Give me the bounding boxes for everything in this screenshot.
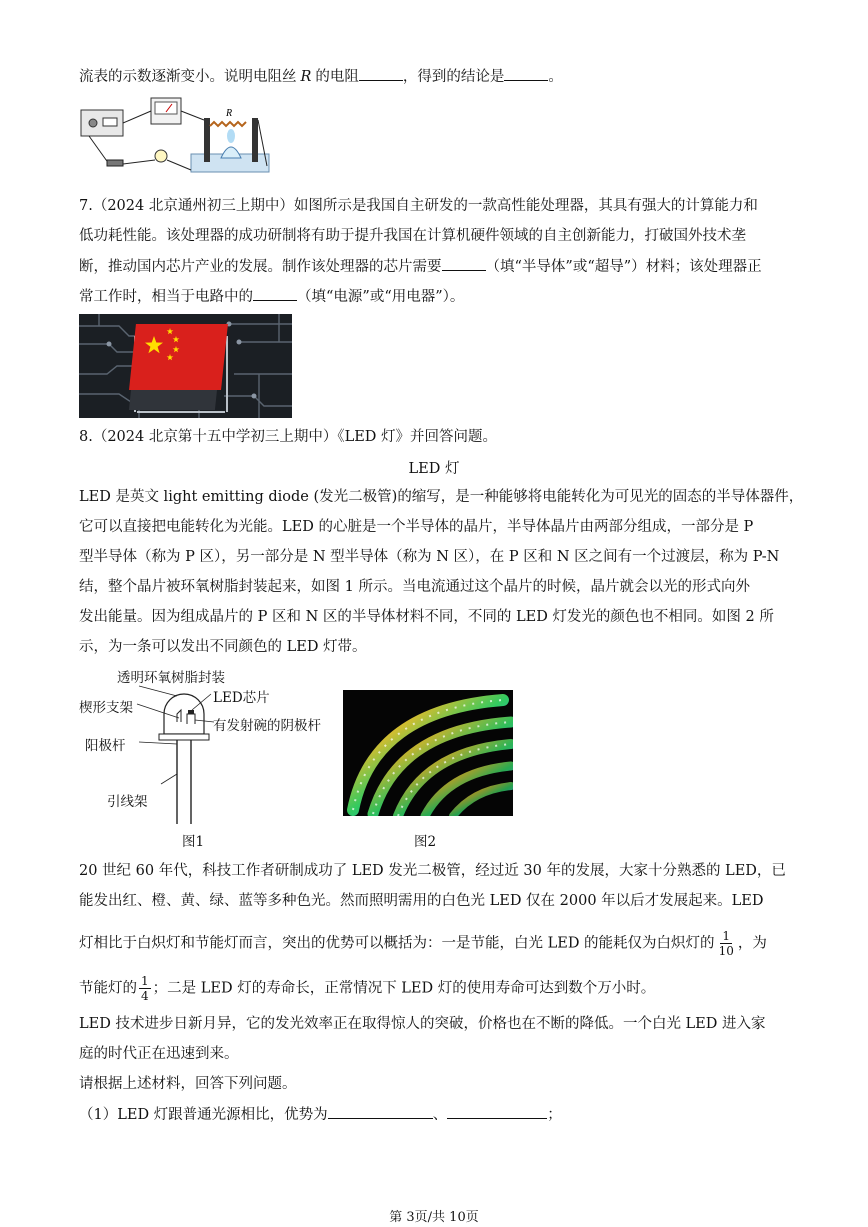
answer-blank-5[interactable] [328,1104,433,1119]
p1-line-3: 型半导体（称为 P 区），另一部分是 N 型半导体（称为 N 区），在 P 区和 N 区之间有一个过渡层，称为 P-N [79,549,780,565]
label-lead-frame: 引线架 [107,794,148,810]
p1-line-1: LED 是英文 light emitting diode (发光二极管)的缩写，是一种能够将电能转化为可见光的固态的半导体器件， [79,489,804,505]
sub-question-1-sep: 、 [432,1107,448,1123]
p2-line-4 [79,974,655,1003]
label-anode: 阳极杆 [85,738,126,754]
p1-line-2: 它可以直接把电能转化为光能。LED 的心脏是一个半导体的晶片，半导体晶片由两部分组成，一部分是 P [79,519,754,535]
q7-line-3-b: （填“半导体”或“超导”）材料；该处理器正 [485,259,762,275]
answer-blank-2[interactable] [504,66,548,81]
article-title: LED 灯 [408,461,460,477]
figure-1-caption: 图1 [182,834,205,850]
q7-line-4 [79,286,464,307]
p2-line-4-b: ；二是 LED 灯的寿命长，正常情况下 LED 灯的使用寿命可达到数个万小时。 [152,980,656,997]
led-chip [188,710,194,714]
q7-line-3-a: 断，推动国内芯片产业的发展。制作该处理器的芯片需要 [79,259,442,275]
epoxy-dome [164,694,204,734]
page-footer: 第 3页/共 10页 [389,1210,479,1225]
p1-line-4: 结，整个晶片被环氧树脂封装起来，如图 1 所示。当电流通过这个晶片的时候，晶片就会以光的形式向外 [79,579,750,595]
p3-line-1: LED 技术进步日新月异，它的发光效率正在取得惊人的突破，价格也在不断的降低。一个白光 LED 进入家 [79,1016,766,1032]
label-bracket: 楔形支架 [79,700,133,716]
q6-text-d: 。 [548,69,563,85]
sub-question-1 [79,1104,562,1125]
label-epoxy: 透明环氧树脂封装 [117,670,225,686]
p2-line-3-a: 灯相比于白炽灯和节能灯而言，突出的优势可以概括为：一是节能，白光 LED 的能耗仅为白炽灯的 [79,935,715,952]
chip-flag-red [129,324,228,390]
fraction-one-quarter: $\frac{1}{4}$ [141,974,149,1003]
resistance-wire [210,122,246,126]
answer-blank-3[interactable] [442,256,486,271]
label-cathode: 有发射碗的阴极杆 [213,718,321,734]
resistor-symbol-text: R [300,69,312,85]
p3-line-2: 庭的时代正在迅速到来。 [79,1046,239,1062]
q7-line-4-a: 常工作时，相当于电路中的 [79,289,253,305]
q8-header: 8.（2024 北京第十五中学初三上期中）《LED 灯》并回答问题。 [79,429,498,445]
p2-line-3 [79,929,767,958]
figure-2-led-strip-photo [343,690,513,816]
left-electrode [204,118,210,162]
switch [107,160,123,166]
q6-text-b: 的电阻 [315,69,359,85]
figure-2-caption: 图2 [414,834,437,850]
answer-blank-6[interactable] [447,1104,547,1119]
p2-line-3-b: ，为 [737,935,767,952]
answer-blank-4[interactable] [253,286,297,301]
bulb [155,150,167,162]
q7-line-1: 7.（2024 北京通州初三上期中）如图所示是我国自主研发的一款高性能处理器，其具有强大的计算能力和 [79,198,758,214]
circuit-diagram [79,96,274,176]
figure-1-led-structure [79,664,339,854]
answer-blank-1[interactable] [359,66,403,81]
right-electrode [252,118,258,162]
p2-line-1: 20 世纪 60 年代，科技工作者研制成功了 LED 发光二极管，经过近 30 年的发展，大家十分熟悉的 LED，已 [79,863,786,879]
alcohol-lamp [221,147,241,158]
resistor-label: R [226,108,233,119]
q6-text-c: ，得到的结论是 [402,69,505,85]
label-led-chip: LED芯片 [213,690,270,706]
p1-line-6: 示，为一条可以发出不同颜色的 LED 灯带。 [79,639,367,655]
p2-line-4-a: 节能灯的 [79,980,137,997]
q6-line [79,66,563,87]
sub-question-1-end: ； [547,1107,562,1123]
p1-line-5: 发出能量。因为组成晶片的 P 区和 N 区的半导体材料不同，不同的 LED 灯发光的颜色也不相同。如图 2 所 [79,609,774,625]
q6-text-a: 流表的示数逐渐变小。说明电阻丝 [79,69,297,85]
q7-line-2: 低功耗性能。该处理器的成功研制将有助于提升我国在计算机硬件领域的自主创新能力，打破国外技术垄 [79,228,746,244]
fraction-one-tenth: $\frac{1}{10}$ [718,929,734,958]
question-prompt: 请根据上述材料，回答下列问题。 [79,1076,297,1092]
sub-question-1-text: （1）LED 灯跟普通光源相比，优势为 [79,1107,328,1123]
p2-line-2: 能发出红、橙、黄、绿、蓝等多种色光。然而照明需用的白色光 LED 仅在 2000 年以后才发展起来。LED [79,893,764,909]
chip-photo [79,314,292,418]
q7-line-4-b: （填“电源”或“用电器”）。 [297,289,465,305]
q7-line-3 [79,256,762,277]
